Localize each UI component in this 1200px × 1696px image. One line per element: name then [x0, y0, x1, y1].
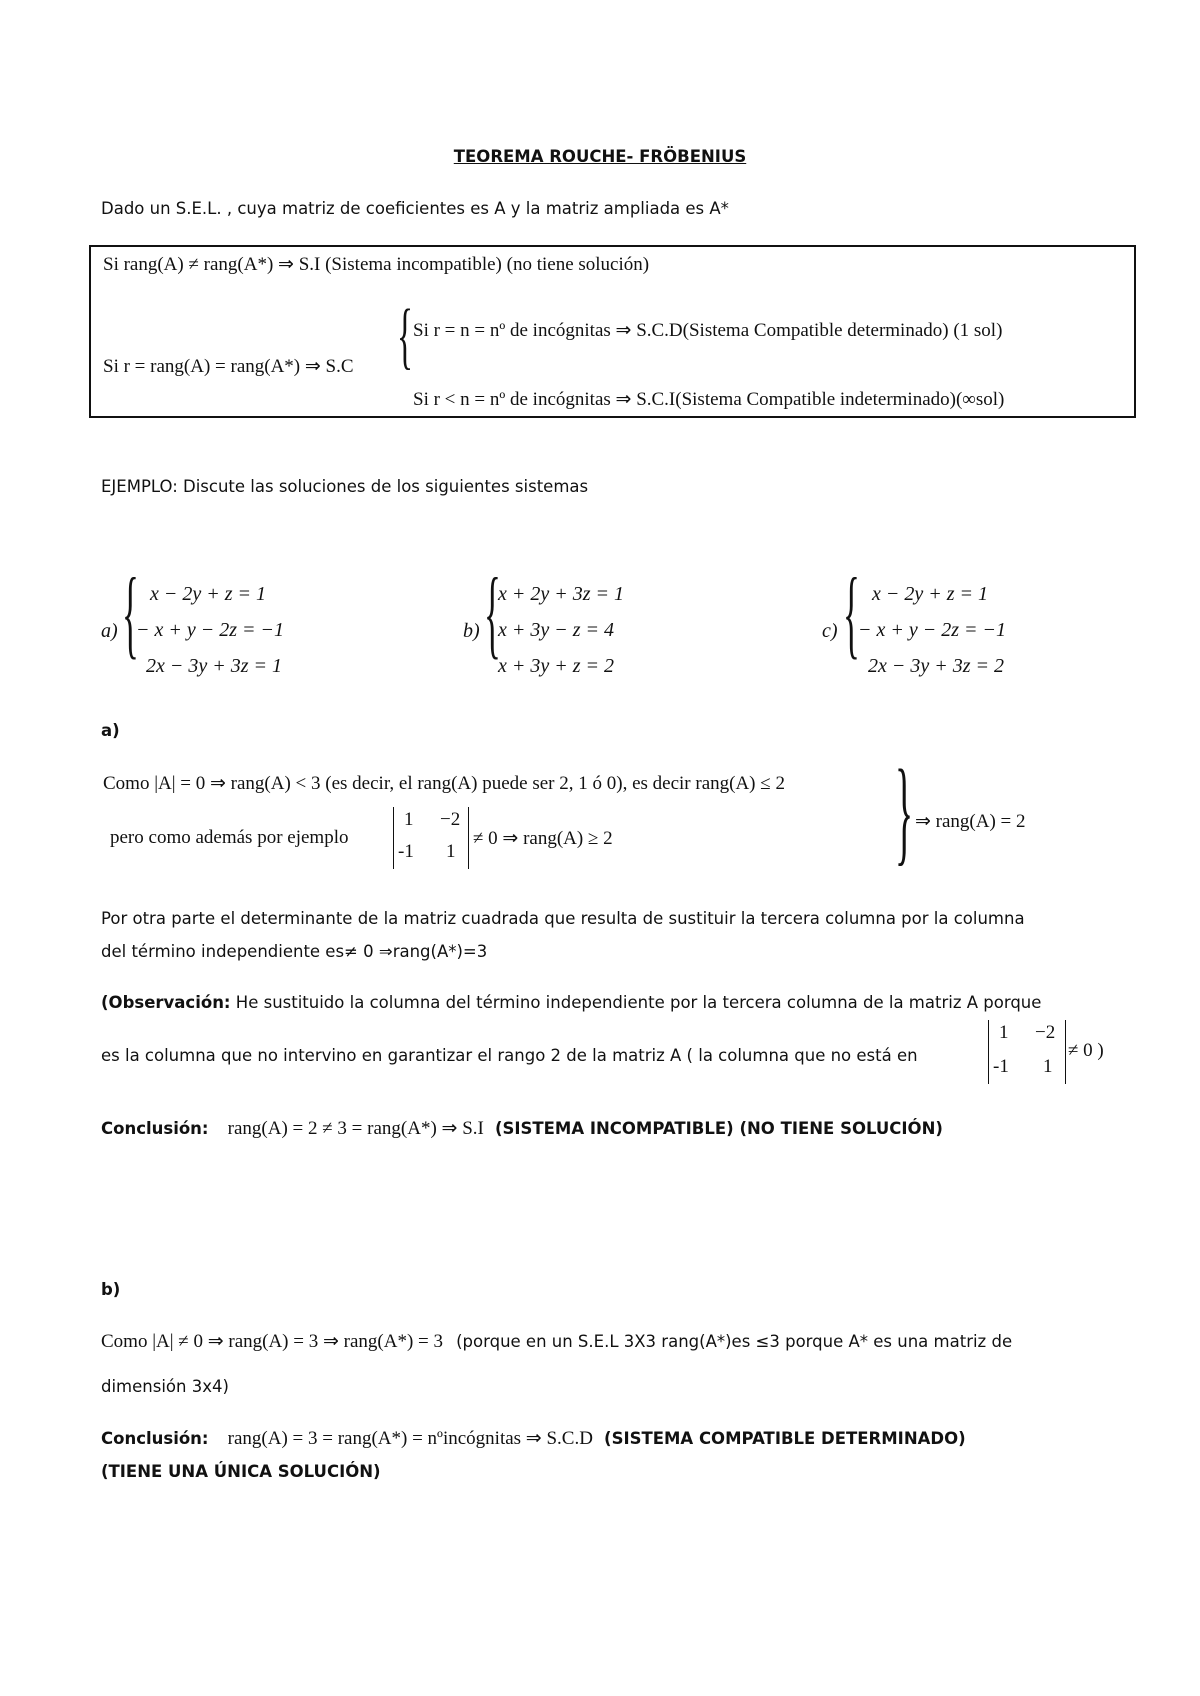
equation: x + 3y + z = 2	[498, 655, 615, 677]
part-a-line2-post: ≠ 0 ⇒ rang(A) ≥ 2	[473, 828, 613, 849]
equation: x + 3y − z = 4	[498, 619, 615, 641]
equation: x − 2y + z = 1	[872, 583, 989, 605]
part-b-text: (porque en un S.E.L 3X3 rang(A*)es ≤3 porque A* es una matriz de	[456, 1332, 1013, 1351]
det-cell: 1	[446, 841, 456, 862]
theorem-case-scd: Si r = n = nº de incógnitas ⇒ S.C.D(Sistema Compatible determinado) (1 sol)	[413, 320, 1003, 341]
part-a-conclusion	[101, 1117, 943, 1140]
observation-end: ≠ 0 )	[1068, 1040, 1104, 1061]
part-b-math: Como |A| ≠ 0 ⇒ rang(A) = 3 ⇒ rang(A*) = 3	[101, 1331, 443, 1352]
det-cell: 1	[1043, 1056, 1053, 1077]
det-cell: 1	[404, 809, 414, 830]
det-cell: -1	[993, 1056, 1009, 1077]
determinant	[393, 807, 469, 869]
conclusion-label: Conclusión:	[101, 1119, 209, 1138]
system-brace: {	[484, 557, 501, 668]
theorem-brace: {	[397, 295, 413, 377]
system-brace: {	[843, 557, 860, 668]
equation: − x + y − 2z = −1	[858, 619, 1007, 641]
part-a-line2-pre: pero como además por ejemplo	[110, 827, 349, 848]
example-label: EJEMPLO:	[101, 477, 178, 496]
det-cell: -1	[398, 841, 414, 862]
part-b-line1	[101, 1330, 1012, 1353]
system-label: c)	[822, 620, 838, 642]
conclusion-math: rang(A) = 2 ≠ 3 = rang(A*) ⇒ S.I	[227, 1118, 484, 1139]
conclusion-label: Conclusión:	[101, 1429, 209, 1448]
example-text: Discute las soluciones de los siguientes sistemas	[177, 477, 589, 496]
conclusion-text: (SISTEMA COMPATIBLE DETERMINADO)	[604, 1429, 966, 1448]
theorem-case-sci: Si r < n = nº de incógnitas ⇒ S.C.I(Sistema Compatible indeterminado)(∞sol)	[413, 389, 1005, 410]
theorem-line-incompatible: Si rang(A) ≠ rang(A*) ⇒ S.I (Sistema incompatible) (no tiene solución)	[103, 254, 650, 275]
conclusion-math: rang(A) = 3 = rang(A*) = nºincógnitas ⇒ S.C.D	[227, 1428, 593, 1449]
conclusion-text: (SISTEMA INCOMPATIBLE) (NO TIENE SOLUCIÓN)	[494, 1119, 943, 1138]
equation: 2x − 3y + 3z = 1	[146, 655, 283, 677]
observation-line2: es la columna que no intervino en garantizar el rango 2 de la matriz A ( la columna que no está en	[101, 1046, 918, 1065]
system-label: b)	[463, 620, 480, 642]
theorem-box	[89, 245, 1136, 418]
system-brace: {	[122, 557, 139, 668]
page-title: TEOREMA ROUCHE- FRÖBENIUS	[453, 147, 747, 166]
right-brace: }	[895, 745, 914, 876]
part-b-conclusion-line2: (TIENE UNA ÚNICA SOLUCIÓN)	[101, 1462, 381, 1481]
observation-label: (Observación:	[101, 993, 231, 1012]
intro-text: Dado un S.E.L. , cuya matriz de coeficientes es A y la matriz ampliada es A*	[101, 199, 729, 218]
equation: x + 2y + 3z = 1	[498, 583, 625, 605]
example-line	[101, 477, 588, 496]
part-a-heading: a)	[101, 721, 120, 740]
observation-line1	[101, 993, 1041, 1012]
equation: 2x − 3y + 3z = 2	[868, 655, 1005, 677]
part-a-result: ⇒ rang(A) = 2	[915, 811, 1026, 832]
observation-text: He sustituido la columna del término independiente por la tercera columna de la matriz A porque	[230, 993, 1042, 1012]
part-a-para-line2: del término independiente es≠ 0 ⇒rang(A*)=3	[101, 942, 488, 961]
det-cell: 1	[999, 1022, 1009, 1043]
part-a-para-line1: Por otra parte el determinante de la matriz cuadrada que resulta de sustituir la tercera columna por la columna	[101, 909, 1025, 928]
equation: x − 2y + z = 1	[150, 583, 267, 605]
theorem-line-compatible: Si r = rang(A) = rang(A*) ⇒ S.C	[103, 356, 354, 377]
det-cell: −2	[440, 809, 461, 830]
part-b-heading: b)	[101, 1280, 121, 1299]
det-cell: −2	[1035, 1022, 1056, 1043]
equation: − x + y − 2z = −1	[136, 619, 285, 641]
determinant	[988, 1020, 1066, 1084]
part-b-line2: dimensión 3x4)	[101, 1377, 229, 1396]
system-label: a)	[101, 620, 118, 642]
part-b-conclusion	[101, 1427, 966, 1450]
part-a-line1: Como |A| = 0 ⇒ rang(A) < 3 (es decir, el rang(A) puede ser 2, 1 ó 0), es decir rang(A) ≤ 2	[103, 773, 785, 794]
